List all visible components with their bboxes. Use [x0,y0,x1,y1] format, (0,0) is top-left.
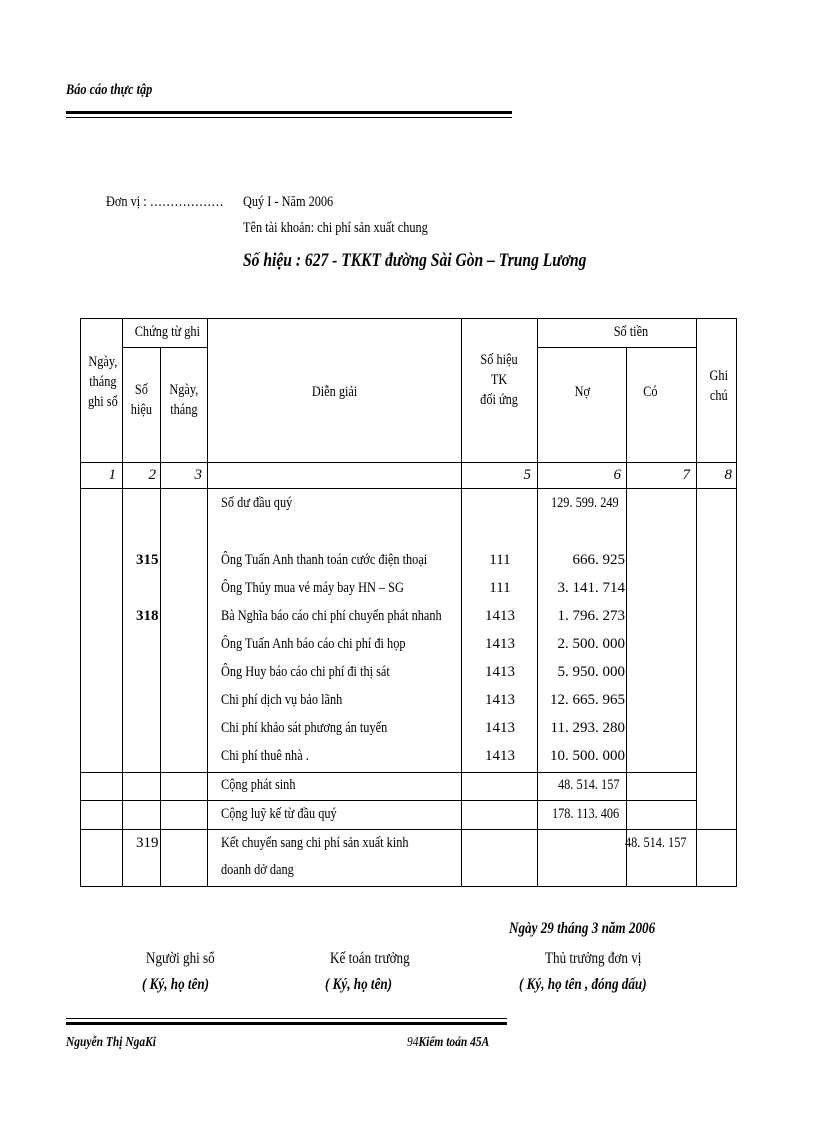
row-debit: 10. 500. 000 [550,748,625,764]
row-debit: 2. 500. 000 [557,636,625,652]
footer-rule-thin [66,1018,507,1019]
col-header-description: Diễn giải [311,384,358,400]
period-label: Quý I - Năm 2006 [243,194,334,210]
col-number: 5 [523,467,531,483]
account-name: Tên tài khoản: chi phí sản xuất chung [243,220,428,236]
opening-debit: 129. 599. 249 [551,495,619,511]
class-name: Kiểm toán 45A [418,1035,490,1050]
col-header-debit: Nợ [574,384,590,400]
row-description: Chi phí khảo sát phương án tuyến [221,720,388,736]
head-title: Thủ trưởng đơn vị [545,950,642,967]
row-debit: 12. 665. 965 [550,692,625,708]
row-description: Chi phí thuê nhà . [221,748,309,764]
row-description: Chi phí dịch vụ bảo lãnh [221,692,343,708]
opening-label: Số dư đầu quý [221,495,293,511]
accountant-title: Kế toán trưởng [330,950,410,967]
col-header-voucher-date: Ngày, tháng [169,382,199,418]
col-number: 3 [194,467,202,483]
col-header-contra: Số hiệu TK đối ứng [480,352,518,408]
col-number: 6 [613,467,621,483]
account-code: Số hiệu : 627 - TKKT đường Sài Gòn – Trung Lương [243,250,587,271]
cumulative-label: Cộng luỹ kế từ đầu quý [221,806,337,822]
row-description: Ông Tuấn Anh thanh toán cước điện thoại [221,552,428,568]
total-incurred-label: Cộng phát sinh [221,777,296,793]
row-debit: 3. 141. 714 [557,580,625,596]
signature-date: Ngày 29 tháng 3 năm 2006 [509,920,656,937]
row-contra: 1413 [485,748,515,764]
col-header-note: Ghi chú [709,368,728,404]
recorder-sub: ( Ký, họ tên) [142,976,210,993]
total-incurred-debit: 48. 514. 157 [558,777,620,793]
transfer-credit: 48. 514. 157 [625,835,687,851]
footer-page-class [407,1035,489,1051]
report-header-title: Báo cáo thực tập [66,82,153,98]
unit-label: Đơn vị : ……………… [106,194,224,210]
row-contra: 1413 [485,608,515,624]
col-number: 7 [682,467,690,483]
col-number: 1 [108,467,116,483]
row-voucher-no: 318 [136,608,159,624]
col-header-voucher-no: Số hiệu [130,382,152,418]
row-contra: 1413 [485,720,515,736]
page-number: 94 [407,1035,419,1050]
row-debit: 666. 925 [572,552,625,568]
header-rule [66,111,512,114]
head-sub: ( Ký, họ tên , đóng dấu) [519,976,647,993]
row-contra: 1413 [485,664,515,680]
row-contra: 1413 [485,692,515,708]
row-voucher-no: 315 [136,552,159,568]
footer-rule [66,1022,507,1025]
recorder-title: Người ghi sổ [146,950,215,967]
row-description: Ông Tuấn Anh báo cáo chi phí đi họp [221,636,406,652]
col-header-credit: Có [643,384,658,400]
col-header-date: Ngày, tháng ghi sổ [87,354,118,410]
row-debit: 11. 293. 280 [550,720,625,736]
col-header-amount: Số tiền [613,324,649,340]
header-rule-thin [66,117,512,118]
transfer-description: Kết chuyển sang chi phí sản xuất kinh [221,835,409,851]
row-debit: 1. 796. 273 [557,608,625,624]
row-description: Ông Thủy mua vé máy bay HN – SG [221,580,404,596]
cumulative-debit: 178. 113. 406 [552,806,620,822]
row-description: Ông Huy báo cáo chi phí đi thị sát [221,664,390,680]
transfer-description-2: doanh dở dang [221,862,294,878]
transfer-voucher-no: 319 [136,835,159,851]
col-header-voucher: Chứng từ ghi [134,324,200,340]
row-contra: 111 [489,552,511,568]
col-number: 2 [148,467,156,483]
col-number: 8 [724,467,732,483]
row-debit: 5. 950. 000 [557,664,625,680]
row-description: Bà Nghĩa báo cáo chi phí chuyển phát nhanh [221,608,442,624]
row-contra: 1413 [485,636,515,652]
footer-author: Nguyễn Thị NgaKi [66,1035,156,1050]
accountant-sub: ( Ký, họ tên) [325,976,393,993]
row-contra: 111 [489,580,511,596]
